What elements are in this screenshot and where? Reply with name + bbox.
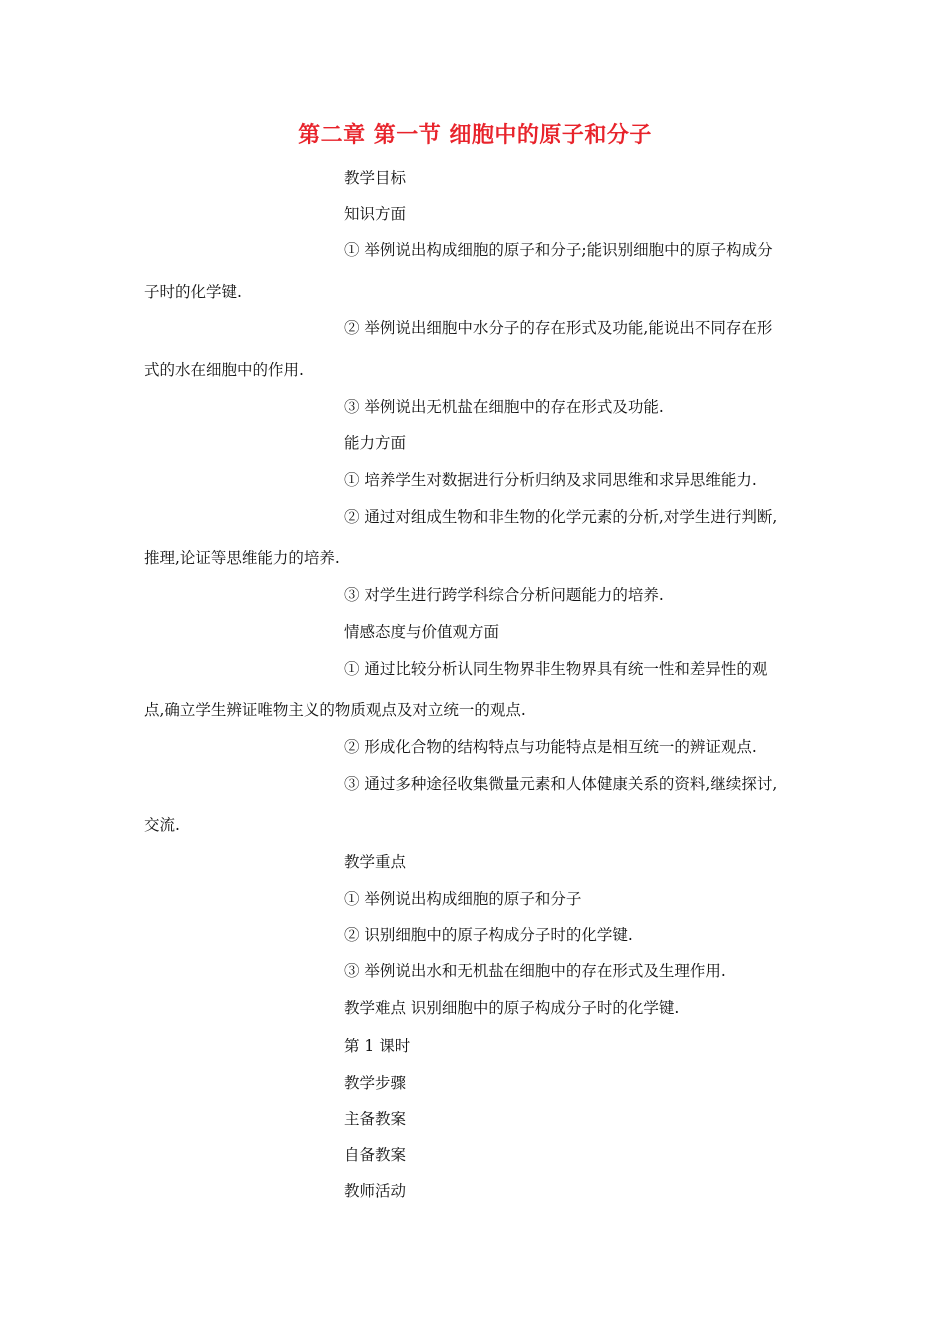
text-line: 推理,论证等思维能力的培养. [144, 549, 340, 567]
text-line: 交流. [144, 816, 180, 834]
text-line: 第 1 课时 [344, 1037, 411, 1055]
document-title: 第二章 第一节 细胞中的原子和分子 [298, 123, 652, 148]
text-line: 式的水在细胞中的作用. [144, 361, 304, 379]
text-line: ② 识别细胞中的原子构成分子时的化学键. [344, 926, 633, 944]
text-line: 能力方面 [344, 434, 407, 452]
text-line: 主备教案 [344, 1110, 407, 1128]
text-line: ③ 通过多种途径收集微量元素和人体健康关系的资料,继续探讨, [344, 775, 778, 793]
text-line: 子时的化学键. [144, 283, 242, 301]
text-line: 自备教案 [344, 1146, 407, 1164]
text-line: 教学难点 识别细胞中的原子构成分子时的化学键. [344, 999, 680, 1017]
text-line: ① 举例说出构成细胞的原子和分子;能识别细胞中的原子构成分 [344, 241, 773, 259]
text-line: 点,确立学生辨证唯物主义的物质观点及对立统一的观点. [144, 701, 526, 719]
text-line: ① 举例说出构成细胞的原子和分子 [344, 890, 582, 908]
text-line: ② 通过对组成生物和非生物的化学元素的分析,对学生进行判断, [344, 508, 778, 526]
text-line: ③ 对学生进行跨学科综合分析问题能力的培养. [344, 586, 664, 604]
text-line: ① 培养学生对数据进行分析归纳及求同思维和求异思维能力. [344, 471, 757, 489]
text-line: 知识方面 [344, 205, 407, 223]
text-line: 情感态度与价值观方面 [344, 623, 500, 641]
text-line: ① 通过比较分析认同生物界非生物界具有统一性和差异性的观 [344, 660, 768, 678]
text-line: 教学步骤 [344, 1074, 407, 1092]
text-line: 教学重点 [344, 853, 407, 871]
text-line: ③ 举例说出水和无机盐在细胞中的存在形式及生理作用. [344, 962, 726, 980]
text-line: 教学目标 [344, 169, 407, 187]
text-line: ② 形成化合物的结构特点与功能特点是相互统一的辨证观点. [344, 738, 757, 756]
text-line: ③ 举例说出无机盐在细胞中的存在形式及功能. [344, 398, 664, 416]
text-line: ② 举例说出细胞中水分子的存在形式及功能,能说出不同存在形 [344, 319, 773, 337]
text-line: 教师活动 [344, 1182, 407, 1200]
